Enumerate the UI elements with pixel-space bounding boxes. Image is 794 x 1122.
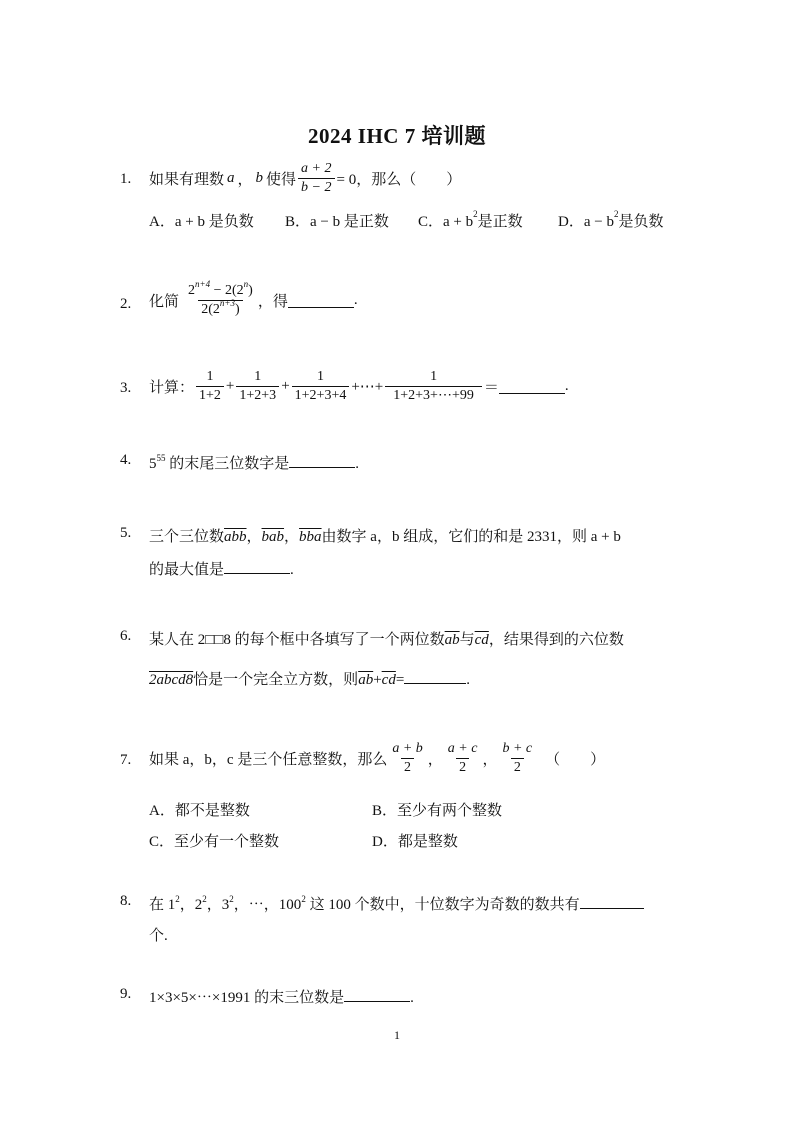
q2-num-minus: − 2(2 bbox=[210, 283, 244, 298]
q6-cd: $\overline{cd}$ bbox=[474, 632, 489, 648]
q2-num-close: ) bbox=[248, 283, 253, 298]
q2-den-close: ) bbox=[234, 302, 240, 317]
q6-six-digit: 2abcd8 bbox=[149, 672, 194, 688]
question-number-9: 9. bbox=[120, 986, 132, 1002]
q6-cd-2: $\overline{cd}$ bbox=[381, 672, 396, 688]
q8-mid: 这 100 个数中，十位数字为奇数的数共有 bbox=[305, 897, 580, 913]
q8-exp-4: 2 bbox=[301, 894, 306, 904]
question-number-6: 6. bbox=[120, 628, 132, 644]
q7-pre: 如果 a，b，c 是三个任意整数，那么 bbox=[149, 752, 388, 768]
q1-option-d-text: D．a − b bbox=[558, 214, 614, 230]
q6-pre: 某人在 2□□8 的每个框中各填写了一个两位数 bbox=[149, 632, 445, 648]
q1-pre: 如果有理数 bbox=[149, 172, 225, 188]
q7-f3-num: b + c bbox=[502, 741, 533, 756]
q3-eq: ＝ bbox=[483, 380, 499, 396]
q3-end: . bbox=[564, 378, 569, 394]
q7-option-a: A．都不是整数 bbox=[149, 803, 250, 819]
q3-f1-num: 1 bbox=[206, 369, 214, 384]
q2-frac-denominator bbox=[198, 300, 242, 319]
q8-t3: ，3 bbox=[206, 897, 230, 913]
q1-option-c-text: C．a + b bbox=[418, 214, 474, 230]
q1-option-c-exp: 2 bbox=[473, 209, 478, 219]
question-number-7: 7. bbox=[120, 752, 132, 768]
q4-end: . bbox=[355, 456, 360, 472]
q9-answer-blank[interactable] bbox=[344, 987, 410, 1002]
question-number-3: 3. bbox=[120, 380, 132, 396]
q2-end: . bbox=[353, 292, 358, 308]
q3-f3-num: 1 bbox=[317, 369, 324, 384]
question-6-line-2 bbox=[149, 668, 470, 689]
q5-answer-blank[interactable] bbox=[224, 559, 290, 574]
question-9-stem bbox=[149, 986, 414, 1007]
q1-option-d bbox=[558, 210, 663, 231]
q5-end: . bbox=[290, 562, 294, 578]
q1-option-d-exp: 2 bbox=[613, 209, 619, 219]
q1-eq: = 0，那么（ ） bbox=[336, 172, 462, 188]
q1-var-a: a bbox=[227, 170, 235, 186]
q3-f4-den: 1+2+3+⋯+99 bbox=[385, 386, 482, 405]
q6-eq: = bbox=[395, 672, 405, 688]
q7-f1-num: a + b bbox=[392, 741, 423, 756]
q3-f2-den: 1+2+3 bbox=[236, 386, 279, 405]
q7-f1-den: 2 bbox=[401, 758, 414, 777]
q3-dots: +⋯+ bbox=[351, 379, 384, 395]
q7-option-c: C．至少有一个整数 bbox=[149, 834, 280, 850]
q5-number-bab: $\overline{bab}$ bbox=[261, 529, 285, 545]
q8-exp-1: 2 bbox=[175, 894, 180, 904]
q1-mid: 使得 bbox=[266, 172, 297, 188]
q5-sep-2: ， bbox=[284, 529, 300, 545]
question-5-stem bbox=[149, 525, 621, 546]
q6-ab: $\overline{ab}$ bbox=[444, 632, 460, 648]
q8-pre: 在 1 bbox=[149, 897, 176, 913]
q3-fraction-1 bbox=[196, 368, 224, 405]
q1-option-a: A．a + b 是负数 bbox=[149, 214, 254, 230]
q4-exponent: 55 bbox=[156, 453, 166, 463]
q6-post: ，结果得到的六位数 bbox=[488, 632, 624, 648]
q3-f2-num: 1 bbox=[254, 369, 262, 384]
q1-option-c bbox=[418, 210, 523, 231]
question-4-stem bbox=[149, 452, 359, 473]
question-6-stem bbox=[149, 628, 624, 649]
q1-comma: ， bbox=[237, 172, 253, 188]
q2-fraction bbox=[185, 279, 256, 319]
q3-plus-2: + bbox=[281, 378, 290, 394]
q6-answer-blank[interactable] bbox=[404, 669, 466, 684]
q3-fraction-4 bbox=[385, 368, 482, 405]
q3-f3-den: 1+2+3+4 bbox=[292, 386, 350, 405]
question-number-1: 1. bbox=[120, 171, 132, 187]
q8-answer-blank[interactable] bbox=[580, 894, 644, 909]
q7-fraction-2 bbox=[445, 740, 481, 777]
q7-sep-1: ， bbox=[427, 752, 443, 768]
q4-answer-blank[interactable] bbox=[289, 453, 355, 468]
q5-mid: 由数字 a，b 组成，它们的和是 2331，则 a + b bbox=[321, 529, 621, 545]
question-number-8: 8. bbox=[120, 893, 132, 909]
q7-sep-2: ， bbox=[482, 752, 498, 768]
q2-den-base: 2(2 bbox=[201, 302, 220, 317]
q1-var-b: b bbox=[255, 170, 264, 186]
q3-f4-num: 1 bbox=[430, 369, 438, 384]
q5-number-bba: $\overline{bba}$ bbox=[299, 529, 322, 545]
q3-plus-1: + bbox=[225, 378, 235, 394]
question-8-line-2: 个. bbox=[149, 928, 168, 944]
q6-end: . bbox=[466, 672, 471, 688]
question-8-stem bbox=[149, 893, 644, 914]
question-number-2: 2. bbox=[120, 296, 132, 312]
q7-fraction-3 bbox=[499, 740, 535, 777]
q3-answer-blank[interactable] bbox=[499, 379, 565, 394]
q1-option-b: B．a − b 是正数 bbox=[285, 214, 389, 230]
q9-text: 1×3×5×⋯×1991 的末三位数是 bbox=[149, 990, 345, 1006]
q5-sep-1: ， bbox=[246, 529, 262, 545]
q2-den-exp: n+3 bbox=[219, 298, 235, 308]
q5-pre: 三个三位数 bbox=[149, 529, 225, 545]
q3-fraction-2 bbox=[236, 368, 279, 405]
question-1-stem bbox=[149, 160, 461, 197]
q7-paren: （ ） bbox=[545, 752, 606, 768]
q5-number-abb: $\overline{abb}$ bbox=[224, 529, 247, 545]
q1-frac-numerator: a + 2 bbox=[301, 161, 332, 176]
q1-option-d-tail: 是负数 bbox=[618, 214, 664, 230]
question-5-line-2 bbox=[149, 558, 294, 579]
question-number-5: 5. bbox=[120, 525, 132, 541]
q4-text: 的末尾三位数字是 bbox=[169, 456, 290, 472]
question-2-stem bbox=[149, 279, 358, 319]
q7-f3-den: 2 bbox=[511, 758, 524, 777]
q6-plus: + bbox=[373, 672, 382, 688]
q2-num-base: 2 bbox=[188, 283, 196, 298]
q1-option-c-tail: 是正数 bbox=[477, 214, 523, 230]
q3-f1-den: 1+2 bbox=[196, 386, 224, 405]
q2-answer-blank[interactable] bbox=[288, 293, 354, 308]
q2-post: ，得 bbox=[257, 294, 288, 310]
q1-frac-denominator: b − 2 bbox=[298, 178, 334, 197]
q7-fraction-1 bbox=[389, 740, 425, 777]
q1-fraction bbox=[298, 160, 334, 197]
q8-exp-3: 2 bbox=[229, 894, 234, 904]
q2-num-exp2: n bbox=[243, 279, 249, 289]
q2-pre: 化简 bbox=[149, 294, 180, 310]
q7-option-b: B．至少有两个整数 bbox=[372, 803, 503, 819]
q2-num-exp: n+4 bbox=[195, 279, 211, 289]
q6-ab-2: $\overline{ab}$ bbox=[358, 672, 374, 688]
q7-option-d: D．都是整数 bbox=[372, 834, 458, 850]
page-title: 2024 IHC 7 培训题 bbox=[308, 124, 486, 148]
q8-exp-2: 2 bbox=[202, 894, 207, 904]
q7-f2-den: 2 bbox=[456, 758, 469, 777]
q7-f2-num: a + c bbox=[447, 741, 478, 756]
q4-base: 5 bbox=[149, 456, 157, 472]
q6-line2-mid: 恰是一个完全立方数，则 bbox=[193, 672, 359, 688]
q8-t2: ，2 bbox=[179, 897, 203, 913]
q8-t4: ，⋯，100 bbox=[233, 897, 302, 913]
q5-line2: 的最大值是 bbox=[149, 562, 225, 578]
q6-yu: 与 bbox=[459, 632, 475, 648]
q9-end: . bbox=[410, 990, 414, 1006]
question-number-4: 4. bbox=[120, 452, 132, 468]
q3-pre: 计算： bbox=[149, 380, 195, 396]
page-number: 1 bbox=[394, 1028, 400, 1042]
question-3-stem bbox=[149, 368, 569, 405]
q3-fraction-3 bbox=[292, 368, 350, 405]
question-7-stem bbox=[149, 740, 605, 777]
